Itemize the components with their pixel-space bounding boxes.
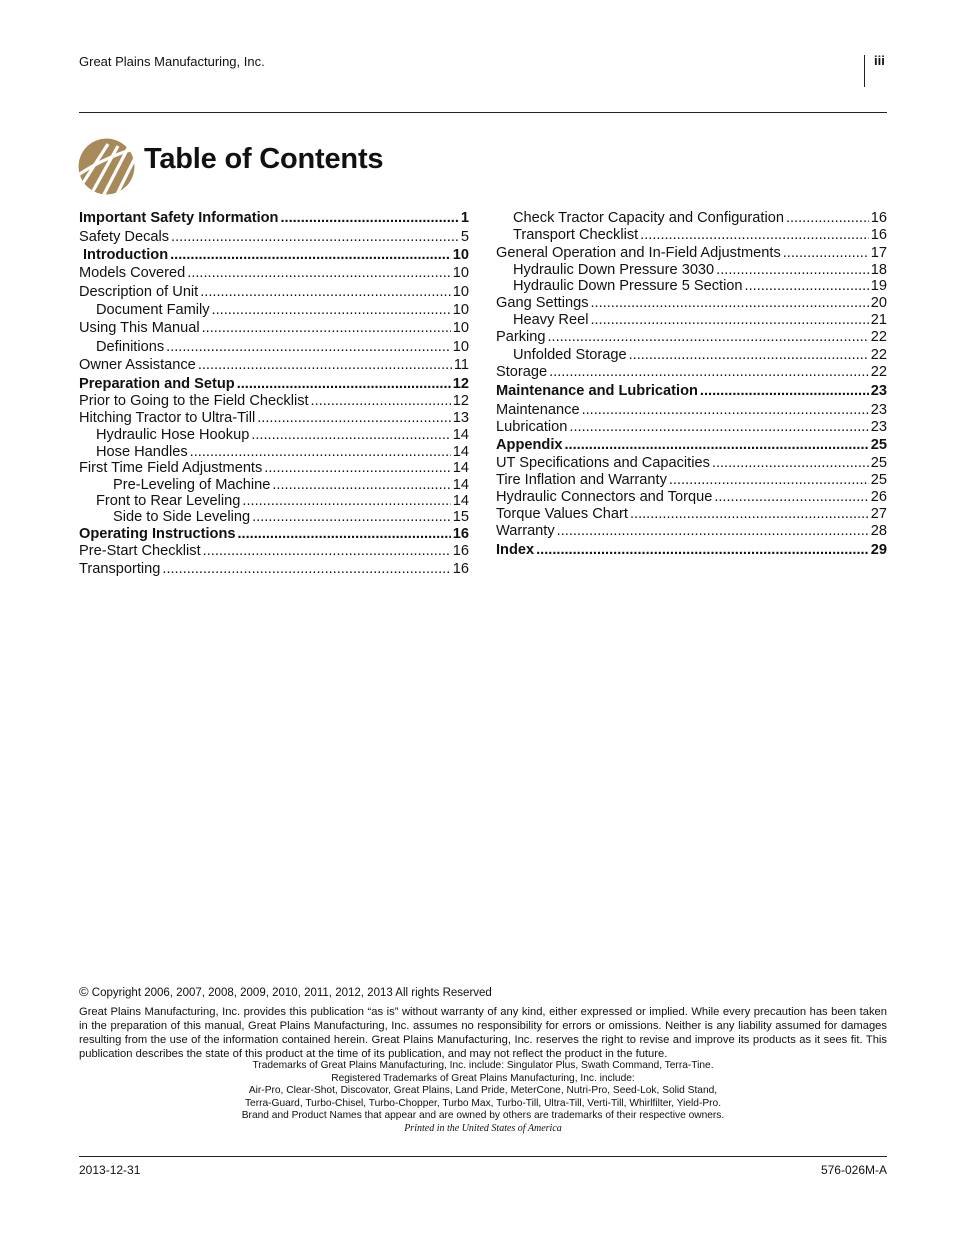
toc-entry-label: Side to Side Leveling: [113, 509, 251, 525]
toc-leader-dots: [264, 459, 450, 477]
trademark-block: [79, 1060, 887, 1136]
toc-entry-page: 25: [870, 455, 887, 471]
toc-entry-label: Hydraulic Down Pressure 3030: [513, 262, 715, 278]
header-divider: [864, 55, 865, 87]
footer-date: 2013-12-31: [79, 1163, 141, 1177]
toc-entry-page: 10: [452, 247, 469, 263]
toc-entry-page: 23: [870, 419, 887, 435]
toc-entry-label: Unfolded Storage: [513, 347, 627, 363]
toc-leader-dots: [783, 244, 869, 262]
toc-entry[interactable]: [79, 508, 469, 526]
toc-leader-dots: [547, 328, 868, 346]
toc-entry-page: 10: [452, 302, 469, 318]
toc-entry[interactable]: [79, 319, 469, 337]
toc-entry[interactable]: [496, 522, 887, 540]
toc-leader-dots: [212, 301, 451, 319]
page-number: iii: [874, 53, 885, 68]
toc-leader-dots: [591, 294, 869, 312]
toc-leader-dots: [237, 375, 451, 393]
toc-entry-label: Tire Inflation and Warranty: [496, 472, 667, 488]
toc-entry-label: First Time Field Adjustments: [79, 460, 263, 476]
toc-entry-label: Hitching Tractor to Ultra-Till: [79, 410, 256, 426]
toc-entry-label: Front to Rear Leveling: [96, 493, 241, 509]
toc-entry-label: Operating Instructions: [79, 526, 236, 542]
toc-entry-label: Hydraulic Hose Hookup: [96, 427, 250, 443]
toc-leader-dots: [251, 426, 450, 444]
toc-leader-dots: [557, 522, 869, 540]
toc-entry-page: 22: [870, 329, 887, 345]
toc-entry-label: Pre-Start Checklist: [79, 543, 201, 559]
toc-entry-label: Hose Handles: [96, 444, 188, 460]
toc-entry[interactable]: [496, 328, 887, 346]
toc-entry[interactable]: [79, 525, 469, 543]
toc-leader-dots: [582, 401, 869, 419]
toc-entry-label: Models Covered: [79, 265, 186, 281]
toc-entry-page: 12: [452, 393, 469, 409]
toc-entry-page: 16: [870, 210, 887, 226]
toc-entry[interactable]: [79, 209, 469, 227]
toc-entry[interactable]: [79, 560, 469, 578]
toc-leader-dots: [202, 319, 451, 337]
toc-leader-dots: [640, 226, 869, 244]
toc-entry[interactable]: [79, 426, 469, 444]
toc-entry-page: 19: [870, 278, 887, 294]
toc-entry-page: 23: [870, 402, 887, 418]
toc-leader-dots: [564, 436, 868, 454]
toc-leader-dots: [590, 311, 868, 329]
toc-entry-page: 14: [452, 460, 469, 476]
toc-entry-label: Appendix: [496, 437, 563, 453]
toc-entry-page: 22: [870, 347, 887, 363]
header-rule: [79, 112, 887, 113]
registered-line-1: Air-Pro, Clear-Shot, Discovator, Great Plains, Land Pride, MeterCone, Nutri-Pro, Seed-Lok, Solid Stand,: [248, 1085, 718, 1097]
toc-leader-dots: [549, 363, 869, 381]
others-trademarks: Brand and Product Names that appear and are owned by others are trademarks of their respective owners.: [241, 1110, 725, 1122]
toc-entry-label: Document Family: [96, 302, 210, 318]
toc-leader-dots: [786, 209, 869, 227]
toc-entry-label: Using This Manual: [79, 320, 200, 336]
toc-entry-label: UT Specifications and Capacities: [496, 455, 710, 471]
toc-entry-page: 16: [452, 543, 469, 559]
toc-entry-label: Preparation and Setup: [79, 376, 235, 392]
toc-entry[interactable]: [79, 283, 469, 301]
toc-entry[interactable]: [496, 454, 887, 472]
toc-leader-dots: [629, 346, 869, 364]
toc-entry[interactable]: [79, 375, 469, 393]
toc-leader-dots: [745, 277, 869, 295]
toc-entry[interactable]: [496, 418, 887, 436]
toc-entry-label: Hydraulic Connectors and Torque: [496, 489, 713, 505]
toc-entry-page: 16: [452, 526, 469, 542]
toc-leader-dots: [162, 560, 450, 578]
toc-entry[interactable]: [496, 226, 887, 244]
toc-entry[interactable]: [79, 228, 469, 246]
toc-entry-page: 16: [870, 227, 887, 243]
toc-entry[interactable]: [79, 542, 469, 560]
toc-entry-label: Transport Checklist: [513, 227, 639, 243]
toc-leader-dots: [712, 454, 869, 472]
toc-entry-page: 23: [870, 383, 887, 399]
toc-leader-dots: [238, 525, 451, 543]
toc-entry-page: 27: [870, 506, 887, 522]
toc-entry[interactable]: [79, 459, 469, 477]
toc-entry-label: Owner Assistance: [79, 357, 196, 373]
toc-entry-page: 12: [452, 376, 469, 392]
toc-entry-label: Introduction: [83, 247, 169, 263]
toc-entry[interactable]: [496, 209, 887, 227]
toc-entry-page: 14: [452, 444, 469, 460]
copyright-text: Copyright 2006, 2007, 2008, 2009, 2010, 2011, 2012, 2013 All rights Reserved: [91, 987, 492, 999]
toc-leader-dots: [198, 356, 452, 374]
toc-entry[interactable]: [496, 363, 887, 381]
toc-entry-page: 17: [870, 245, 887, 261]
toc-leader-dots: [669, 471, 869, 489]
toc-leader-dots: [569, 418, 868, 436]
toc-entry[interactable]: [79, 356, 469, 374]
toc-entry[interactable]: [496, 471, 887, 489]
toc-leader-dots: [170, 246, 451, 264]
toc-leader-dots: [700, 382, 869, 400]
toc-entry[interactable]: [79, 301, 469, 319]
copyright-line: [79, 984, 492, 999]
toc-entry-label: Parking: [496, 329, 546, 345]
toc-entry-label: Description of Unit: [79, 284, 199, 300]
printed-in: Printed in the United States of America: [404, 1122, 562, 1134]
toc-entry-page: 11: [453, 357, 469, 373]
registered-line-2: Terra-Guard, Turbo-Chisel, Turbo-Chopper, Turbo Max, Turbo-Till, Ultra-Till, Verti-Till, Whirlfilter, Yield-Pro.: [244, 1097, 722, 1109]
toc-leader-dots: [166, 338, 451, 356]
toc-entry-page: 18: [870, 262, 887, 278]
toc-entry-page: 1: [460, 210, 469, 226]
toc-entry[interactable]: [496, 382, 887, 400]
toc-entry-page: 25: [870, 437, 887, 453]
company-name: Great Plains Manufacturing, Inc.: [79, 54, 265, 69]
toc-entry-page: 28: [870, 523, 887, 539]
toc-entry-page: 10: [452, 265, 469, 281]
toc-entry[interactable]: [79, 392, 469, 410]
footer-doc-number: 576-026M-A: [820, 1163, 887, 1177]
toc-entry-label: Maintenance and Lubrication: [496, 383, 698, 399]
toc-entry-label: Prior to Going to the Field Checklist: [79, 393, 309, 409]
toc-entry-label: Transporting: [79, 561, 161, 577]
toc-entry-page: 21: [870, 312, 887, 328]
toc-leader-dots: [252, 508, 451, 526]
toc-entry-page: 10: [452, 284, 469, 300]
toc-entry[interactable]: [496, 505, 887, 523]
toc-entry[interactable]: [79, 246, 469, 264]
great-plains-logo-icon: [78, 138, 135, 195]
toc-entry[interactable]: [496, 541, 887, 559]
toc-entry-label: Check Tractor Capacity and Configuration: [513, 210, 784, 226]
toc-entry[interactable]: [496, 488, 887, 506]
toc-leader-dots: [536, 541, 869, 559]
toc-entry-page: 5: [460, 229, 469, 245]
page-title: Table of Contents: [144, 143, 384, 175]
toc-entry-page: 16: [452, 561, 469, 577]
toc-leader-dots: [203, 542, 451, 560]
toc-leader-dots: [630, 505, 869, 523]
toc-entry[interactable]: [496, 346, 887, 364]
toc-entry[interactable]: [79, 338, 469, 356]
toc-entry-label: Maintenance: [496, 402, 580, 418]
toc-entry-page: 20: [870, 295, 887, 311]
toc-entry-label: Hydraulic Down Pressure 5 Section: [513, 278, 743, 294]
toc-entry[interactable]: [496, 401, 887, 419]
toc-entry-label: Gang Settings: [496, 295, 589, 311]
toc-entry-label: Heavy Reel: [513, 312, 589, 328]
toc-entry-label: Lubrication: [496, 419, 568, 435]
toc-entry-page: 22: [870, 364, 887, 380]
toc-entry-page: 10: [452, 320, 469, 336]
toc-entry-page: 29: [870, 542, 887, 558]
toc-entry-page: 14: [452, 477, 469, 493]
toc-leader-dots: [200, 283, 451, 301]
toc-entry[interactable]: [496, 294, 887, 312]
disclaimer: Great Plains Manufacturing, Inc. provides this publication “as is” without warranty of any kind, either expressed or implied. While every precaution has been taken in the preparation of this manual, Great Plains Manufacturing, Inc. assumes no responsibility for errors or omissions. Neither is any liability assumed for damages resulting from the use of the information contained herein. Great Plains Manufacturing, Inc. reserves the right to revise and improve its products as it sees fit. This publication describes the state of this product at the time of its publication, and may not reflect the product in the future.: [79, 1006, 887, 1060]
toc-leader-dots: [187, 264, 451, 282]
toc-leader-dots: [257, 409, 451, 427]
toc-leader-dots: [280, 209, 458, 227]
toc-entry-page: 13: [452, 410, 469, 426]
toc-entry[interactable]: [496, 277, 887, 295]
toc-leader-dots: [311, 392, 451, 410]
toc-entry[interactable]: [496, 244, 887, 262]
toc-entry-label: Safety Decals: [79, 229, 170, 245]
toc-entry[interactable]: [79, 264, 469, 282]
toc-entry-page: 26: [870, 489, 887, 505]
toc-leader-dots: [171, 228, 459, 246]
toc-entry-label: Index: [496, 542, 535, 558]
toc-entry-label: Important Safety Information: [79, 210, 279, 226]
toc-entry-label: Warranty: [496, 523, 555, 539]
toc-entry-label: Pre-Leveling of Machine: [113, 477, 271, 493]
toc-entry-label: Torque Values Chart: [496, 506, 628, 522]
toc-leader-dots: [714, 488, 868, 506]
toc-entry-page: 14: [452, 493, 469, 509]
toc-entry[interactable]: [496, 436, 887, 454]
copyright-symbol: ©: [79, 984, 89, 999]
toc-entry[interactable]: [496, 311, 887, 329]
toc-entry-label: General Operation and In-Field Adjustments: [496, 245, 781, 261]
registered-heading: Registered Trademarks of Great Plains Manufacturing, Inc. include:: [331, 1072, 635, 1084]
toc-entry-label: Storage: [496, 364, 548, 380]
toc-entry-page: 15: [452, 509, 469, 525]
toc-entry-label: Definitions: [96, 339, 165, 355]
trademarks-line: Trademarks of Great Plains Manufacturing, Inc. include: Singulator Plus, Swath Command, Terra-Tine.: [252, 1060, 714, 1071]
toc-entry-page: 14: [452, 427, 469, 443]
toc-entry-page: 10: [452, 339, 469, 355]
footer-rule: [79, 1156, 887, 1157]
toc-entry-page: 25: [870, 472, 887, 488]
toc-entry[interactable]: [79, 409, 469, 427]
